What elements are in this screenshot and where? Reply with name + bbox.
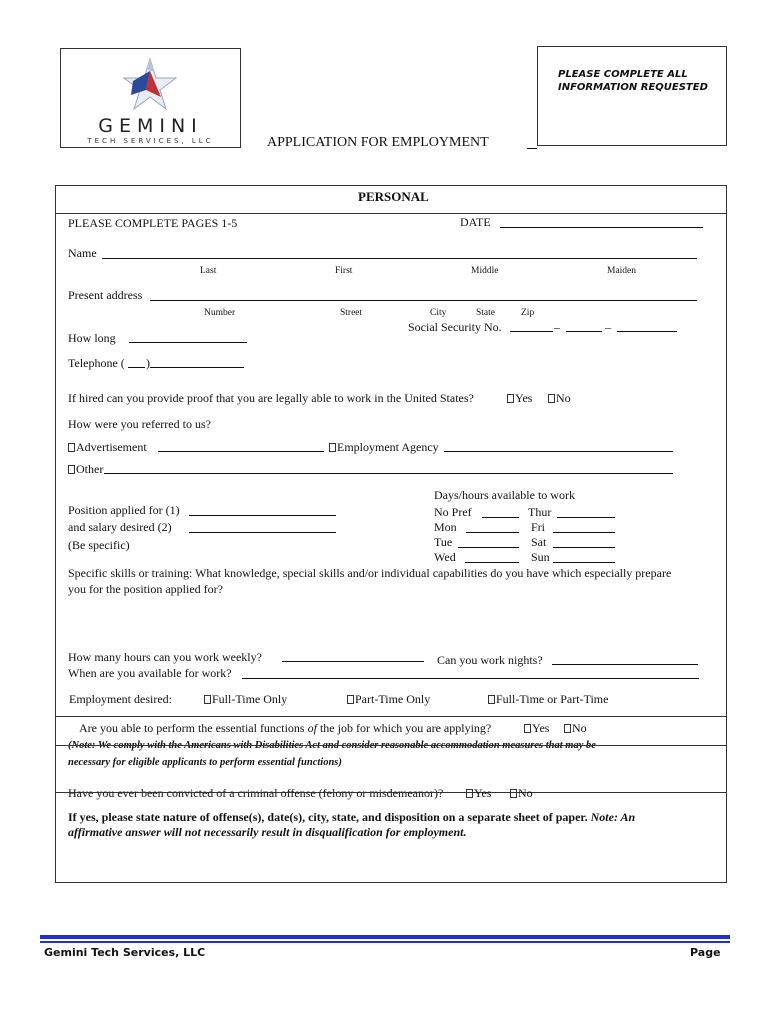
full-time-option[interactable] — [204, 692, 287, 706]
employment-desired-label: Employment desired: — [69, 692, 172, 706]
position-1-field[interactable] — [189, 515, 336, 516]
checkbox-icon[interactable] — [564, 724, 571, 733]
advertisement-option[interactable] — [68, 440, 147, 454]
date-label: DATE — [460, 215, 491, 229]
hours-weekly-field[interactable] — [282, 661, 424, 662]
referred-question: How were you referred to us? — [68, 417, 211, 431]
essential-no-label: No — [572, 721, 587, 735]
part-time-option[interactable] — [347, 692, 430, 706]
day-tue-field[interactable] — [458, 547, 519, 548]
day-thur-field[interactable] — [557, 517, 615, 518]
notice-box — [537, 46, 727, 146]
checkbox-icon[interactable] — [68, 443, 75, 452]
skills-question-line1: Specific skills or training: What knowledge, special skills and/or individual capabilities do you have which especially prepare — [68, 566, 672, 580]
ssn-dash-1: – — [554, 320, 560, 334]
notice-line1: PLEASE COMPLETE ALL — [558, 69, 688, 80]
convicted-no-option[interactable] — [510, 786, 533, 800]
checkbox-icon[interactable] — [488, 695, 495, 704]
divider — [55, 745, 727, 746]
logo-name: GEMINI — [98, 115, 203, 137]
name-field[interactable] — [102, 258, 697, 259]
area-code-field[interactable] — [128, 367, 145, 368]
address-label: Present address — [68, 288, 143, 302]
checkbox-icon[interactable] — [347, 695, 354, 704]
day-fri-label: Fri — [531, 520, 546, 534]
nights-label: Can you work nights? — [437, 653, 543, 667]
day-mon-field[interactable] — [466, 532, 519, 533]
convicted-question: Have you ever been convicted of a criminal offense (felony or misdemeanor)? — [68, 786, 444, 800]
name-first-caption: First — [335, 266, 353, 276]
position-line3-label: (Be specific) — [68, 538, 130, 552]
convicted-no-label: No — [518, 786, 533, 800]
day-mon-label: Mon — [434, 520, 457, 534]
position-line2-label: and salary desired (2) — [68, 520, 172, 534]
checkbox-icon[interactable] — [466, 789, 473, 798]
star-logo-icon — [121, 57, 179, 113]
either-time-option[interactable] — [488, 692, 608, 706]
how-long-field[interactable] — [129, 342, 247, 343]
agency-label: Employment Agency — [337, 440, 439, 454]
essential-yes-label: Yes — [532, 721, 550, 735]
day-sat-label: Sat — [531, 535, 547, 549]
telephone-field[interactable] — [150, 367, 244, 368]
address-street-caption: Street — [340, 308, 363, 318]
offense-line2: affirmative answer will not necessarily result in disqualification for employment. — [68, 825, 467, 839]
other-field[interactable] — [104, 473, 673, 474]
telephone-label: Telephone ( — [68, 356, 125, 370]
day-tue-label: Tue — [434, 535, 453, 549]
nights-field[interactable] — [552, 664, 698, 665]
essential-rest-text: the job for which you are applying? — [319, 721, 492, 735]
legal-yes-option[interactable] — [507, 391, 532, 405]
skills-question-line2: you for the position applied for? — [68, 582, 223, 596]
agency-option[interactable] — [329, 440, 439, 454]
checkbox-icon[interactable] — [548, 394, 555, 403]
address-state-caption: State — [476, 308, 495, 318]
checkbox-icon[interactable] — [204, 695, 211, 704]
day-wed-field[interactable] — [465, 562, 519, 563]
checkbox-icon[interactable] — [329, 443, 336, 452]
page-title: APPLICATION FOR EMPLOYMENT — [267, 135, 489, 150]
day-no-pref-field[interactable] — [482, 517, 519, 518]
personal-section — [55, 185, 727, 883]
available-when-label: When are you available for work? — [68, 666, 232, 680]
essential-no-option[interactable] — [564, 721, 587, 735]
position-line1-label: Position applied for (1) — [68, 503, 180, 517]
how-long-label: How long — [68, 331, 116, 345]
convicted-yes-label: Yes — [474, 786, 492, 800]
checkbox-icon[interactable] — [524, 724, 531, 733]
name-last-caption: Last — [200, 266, 217, 276]
essential-question — [79, 721, 491, 735]
legal-no-label: No — [556, 391, 571, 405]
available-when-field[interactable] — [242, 678, 699, 679]
notice-line2: INFORMATION REQUESTED — [558, 82, 708, 93]
telephone-close-paren: ) — [146, 356, 150, 370]
day-no-pref-label: No Pref — [434, 505, 472, 519]
address-zip-caption: Zip — [521, 308, 535, 318]
name-label: Name — [68, 246, 97, 260]
day-thur-label: Thur — [528, 505, 552, 519]
legal-question: If hired can you provide proof that you are legally able to work in the United States? — [68, 391, 474, 405]
convicted-yes-option[interactable] — [466, 786, 491, 800]
hours-weekly-label: How many hours can you work weekly? — [68, 650, 262, 664]
advertisement-field[interactable] — [158, 451, 324, 452]
ada-note-line1: (Note: We comply with the Americans with Disabilities Act and consider reasonable accommodation measures that may be — [68, 740, 596, 751]
offense-bold-text: If yes, please state nature of offense(s), date(s), city, state, and disposition on a separate sheet of paper. — [68, 810, 588, 824]
essential-yes-option[interactable] — [524, 721, 549, 735]
address-city-caption: City — [430, 308, 447, 318]
agency-field[interactable] — [444, 451, 673, 452]
logo-subtitle: TECH SERVICES, LLC — [87, 137, 214, 145]
name-maiden-caption: Maiden — [607, 266, 637, 276]
footer-company: Gemini Tech Services, LLC — [44, 946, 206, 959]
footer-page: Page — [690, 946, 721, 959]
footer-rule-thin — [40, 941, 730, 943]
footer-rule — [40, 935, 730, 939]
title-rule — [527, 148, 537, 149]
address-field[interactable] — [150, 300, 697, 301]
legal-yes-label: Yes — [515, 391, 533, 405]
ssn-label: Social Security No. — [408, 320, 502, 334]
day-wed-label: Wed — [434, 550, 456, 564]
offense-note-text: Note: An — [590, 810, 636, 824]
legal-no-option[interactable] — [548, 391, 571, 405]
checkbox-icon[interactable] — [68, 465, 75, 474]
full-time-label: Full-Time Only — [212, 692, 288, 706]
position-2-field[interactable] — [189, 532, 336, 533]
other-option[interactable] — [68, 462, 103, 476]
day-sun-field[interactable] — [553, 562, 615, 563]
ssn-part3-field[interactable] — [617, 331, 677, 332]
offense-instructions — [68, 810, 635, 824]
day-fri-field[interactable] — [553, 532, 615, 533]
ssn-part1-field[interactable] — [510, 331, 553, 332]
checkbox-icon[interactable] — [510, 789, 517, 798]
checkbox-icon[interactable] — [507, 394, 514, 403]
logo-box — [60, 48, 241, 148]
section-title: PERSONAL — [358, 189, 429, 204]
other-label: Other — [76, 462, 104, 476]
divider — [55, 716, 727, 717]
date-field[interactable] — [500, 227, 703, 228]
ada-note-line2: necessary for eligible applicants to perform essential functions) — [68, 757, 342, 768]
ssn-dash-2: – — [605, 320, 611, 334]
essential-question-text: Are you able to perform the essential functions — [79, 721, 305, 735]
days-header: Days/hours available to work — [434, 488, 575, 502]
divider — [55, 792, 727, 793]
advertisement-label: Advertisement — [76, 440, 147, 454]
ssn-part2-field[interactable] — [566, 331, 602, 332]
address-number-caption: Number — [204, 308, 236, 318]
either-time-label: Full-Time or Part-Time — [496, 692, 609, 706]
part-time-label: Part-Time Only — [355, 692, 431, 706]
essential-of-text: of — [307, 721, 317, 735]
divider — [55, 213, 727, 214]
day-sun-label: Sun — [531, 550, 550, 564]
name-middle-caption: Middle — [471, 266, 499, 276]
complete-pages-label: PLEASE COMPLETE PAGES 1-5 — [68, 216, 238, 230]
day-sat-field[interactable] — [553, 547, 615, 548]
